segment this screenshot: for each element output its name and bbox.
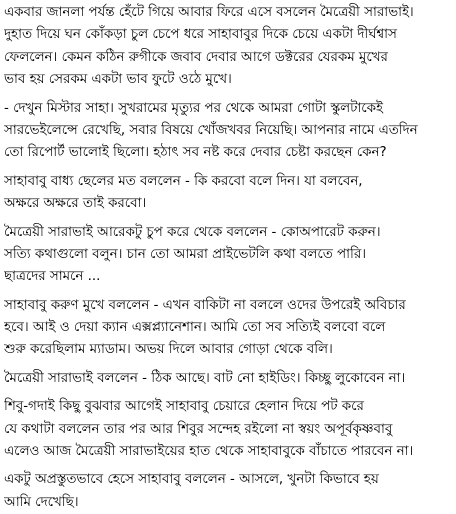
text-line: সারভেইলেন্সে রেখেছি, সবার বিষয়ে খোঁজখবর নিয়েছি। আপনার নামে এতদিন	[4, 122, 418, 138]
text-line: মৈত্রেয়ী সারাভাই বললেন - ঠিক আছে। বাট নো হাইডিং। কিচ্ছু লুকোবেন না।	[4, 370, 406, 386]
text-line: যে কথাটা বললেন তার পর আর শিবুর সন্দেহ রইলো না স্বয়ং অপূর্বকৃষ্ণবাবু	[4, 421, 393, 437]
text-line: ফেললেন। কেমন কঠিন রুগীকে জবাব দেবার আগে ডক্টরের যেরকম মুখের	[4, 49, 388, 65]
text-line: এলেও আজ মৈত্রেয়ী সারাভাইয়ের হাত থেকে সাহাবাবুকে বাঁচাতে পারবেন না।	[4, 444, 414, 460]
text-line: একবার জানলা পর্যন্ত হেঁটে গিয়ে আবার ফিরে এসে বসলেন মৈত্রেয়ী সারাভাই।	[4, 5, 414, 20]
text-line: মৈত্রেয়ী সারাভাই আরেকটু চুপ করে থেকে বললেন - কোঅপারেট করুন।	[4, 224, 381, 240]
paragraph-8	[4, 469, 454, 514]
text-line: আমি দেখেছি।	[4, 494, 79, 510]
paragraph-3	[4, 171, 454, 216]
paragraph-6	[4, 368, 454, 390]
text-line: হবে। আই ও দেয়া ক্যান এক্সপ্ল্যানেশান। আমি তো সব সত্যিই বলবো বলে	[4, 320, 386, 336]
text-line: একটু অপ্রস্তুতভাবে হেসে সাহাবাবু বললেন - আসলে, খুনটা কিভাবে হয়	[4, 472, 379, 488]
text-line: দুহাত দিয়ে ঘন কোঁকড়া চুল চেপে ধরে সাহাবাবুর দিকে চেয়ে একটা দীর্ঘশ্বাস	[4, 27, 397, 43]
text-line: - দেখুন মিস্টার সাহা। সুখরামের মৃত্যুর পর থেকে আমরা গোটা স্কুলটাকেই	[4, 100, 383, 116]
text-line: অক্ষরে অক্ষরে তাই করবো।	[4, 196, 147, 212]
text-line: ছাত্রদের সামনে ...	[4, 269, 101, 285]
text-line: তো রিপোর্ট ভালোই ছিলো। হঠাৎ সব নষ্ট করে দেবার চেষ্টা করছেন কেন?	[4, 145, 387, 161]
text-line: শুরু করেছিলাম ম্যাডাম। অভয় দিলে আবার গোড়া থেকে বলি।	[4, 342, 333, 358]
paragraph-5	[4, 295, 454, 362]
text-line: শিবু-গদাই কিছু বুঝবার আগেই সাহাবাবু চেয়ারে হেলান দিয়ে পট করে	[4, 399, 364, 415]
text-line: সাহাবাবু করুণ মুখে বললেন - এখন বাকিটা না বললে ওদের উপরেই অবিচার	[4, 297, 406, 313]
document-page	[4, 2, 454, 514]
text-line: সত্যি কথাগুলো বলুন। চান তো আমরা প্রাইভেটলি কথা বলতে পারি।	[4, 246, 366, 262]
paragraph-4	[4, 222, 454, 289]
text-line: ভাব হয় সেরকম একটা ভাব ফুটে ওঠে মুখে।	[4, 72, 232, 88]
paragraph-2	[4, 98, 454, 165]
text-line: সাহাবাবু বাধ্য ছেলের মত বললেন - কি করবো বলে দিন। যা বলবেন,	[4, 173, 363, 189]
paragraph-1	[4, 2, 454, 92]
paragraph-7	[4, 396, 454, 463]
